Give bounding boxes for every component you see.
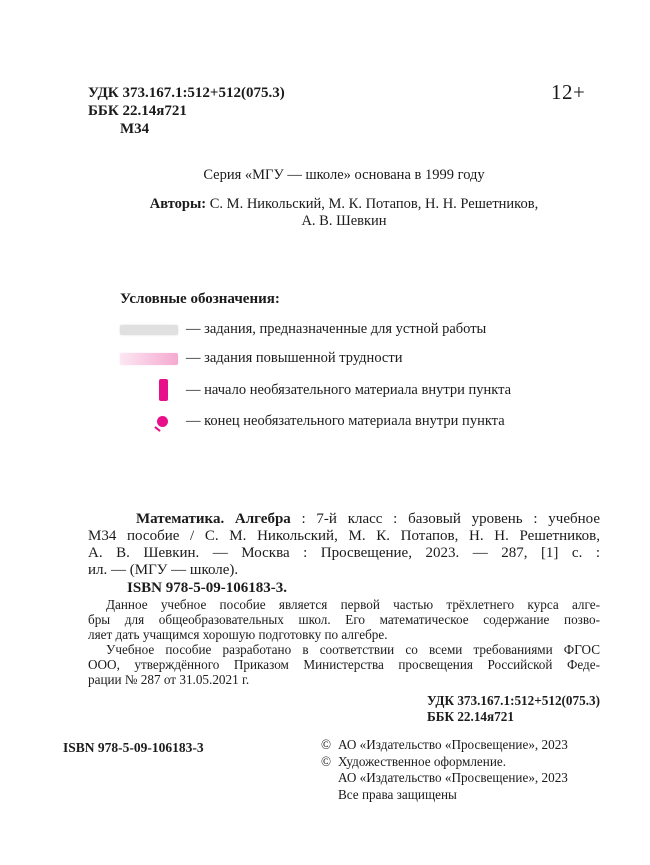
footer-isbn: ISBN 978-5-09-106183-3	[63, 740, 204, 755]
catalog-title-rest: : 7-й класс : базовый уровень : учебное	[290, 511, 600, 527]
catalog-line4: ил. — (МГУ — школе).	[88, 562, 239, 578]
legend-item-optional-end	[120, 413, 511, 430]
udk-line: УДК 373.167.1:512+512(075.3)	[427, 693, 600, 708]
age-rating-badge: 12+	[551, 80, 586, 104]
copyright-mark: ©	[321, 753, 332, 769]
legend-item-label: — начало необязательного материала внутри пункта	[186, 381, 512, 398]
annotation-line: Данное учебное пособие является первой частью трёхлетнего курса алге-	[106, 597, 600, 612]
series-line: Серия «МГУ — школе» основана в 1999 году	[203, 167, 485, 183]
author-sign: М34	[120, 121, 150, 137]
catalog-card	[88, 511, 600, 724]
catalog-line2-text: пособие / С. М. Никольский, М. К. Потапов, Н. Н. Решетников,	[127, 528, 601, 544]
authors-names: С. М. Никольский, М. К. Потапов, Н. Н. Решетников,	[209, 196, 539, 212]
optional-end-icon	[157, 416, 168, 427]
pink-gradient-bar-icon	[120, 353, 178, 365]
annotation-line: рации № 287 от 31.05.2021 г.	[88, 672, 250, 687]
annotation-2	[88, 642, 600, 687]
annotation-line: бры для общеобразовательных школ. Его математическое содержание позво-	[88, 612, 600, 627]
copyright-line: Все права защищены	[321, 787, 568, 804]
copyright-line: АО «Издательство «Просвещение», 2023	[321, 770, 568, 787]
annotation-line: ляет дать учащимся хорошую подготовку по алгебре.	[88, 627, 388, 642]
header-codes	[88, 84, 285, 138]
authors-block	[88, 196, 600, 230]
author-sign: М34	[88, 528, 117, 544]
copyright-mark: ©	[321, 737, 332, 752]
legend-item-label: — задания, предназначенные для устной работы	[186, 321, 487, 337]
book-title: Математика. Алгебра	[136, 511, 291, 527]
legend	[120, 291, 511, 442]
legend-item-advanced	[120, 350, 511, 367]
gray-bar-icon	[120, 325, 178, 335]
legend-title: Условные обозначения:	[120, 291, 280, 307]
copyright-line: © Художественное оформление.	[321, 753, 507, 769]
authors-line2: А. В. Шевкин	[301, 213, 387, 229]
catalog-line2	[88, 528, 600, 545]
udk-line: УДК 373.167.1:512+512(075.3)	[88, 85, 285, 101]
legend-item-oral-work	[120, 321, 511, 338]
catalog-line3: А. В. Шевкин. — Москва : Просвещение, 2023. — 287, [1] с. :	[88, 545, 600, 561]
legend-item-label: — конец необязательного материала внутри пункта	[186, 413, 505, 429]
annotation-line: Учебное пособие разработано в соответствии со всеми требованиями ФГОС	[106, 642, 600, 657]
legend-item-label: — задания повышенной трудности	[186, 350, 403, 366]
annotation-1	[88, 597, 600, 642]
catalog-title-line	[88, 511, 600, 528]
catalog-codes	[427, 693, 600, 724]
annotation-line: ООО, утверждённого Приказом Министерства просвещения Российской Феде-	[88, 657, 600, 672]
copyright-mark	[321, 770, 338, 787]
legend-item-optional-start	[120, 379, 511, 401]
copyright-block	[321, 737, 568, 803]
copyright-mark	[321, 787, 338, 804]
footer	[63, 737, 600, 817]
authors-line1	[88, 196, 600, 213]
catalog-isbn: ISBN 978-5-09-106183-3.	[127, 580, 287, 596]
authors-label: Авторы:	[149, 196, 207, 212]
bbk-line: ББК 22.14я721	[88, 103, 187, 119]
bbk-line: ББК 22.14я721	[427, 708, 514, 724]
copyright-line: © АО «Издательство «Просвещение», 2023	[321, 737, 568, 752]
optional-start-icon	[159, 379, 168, 401]
